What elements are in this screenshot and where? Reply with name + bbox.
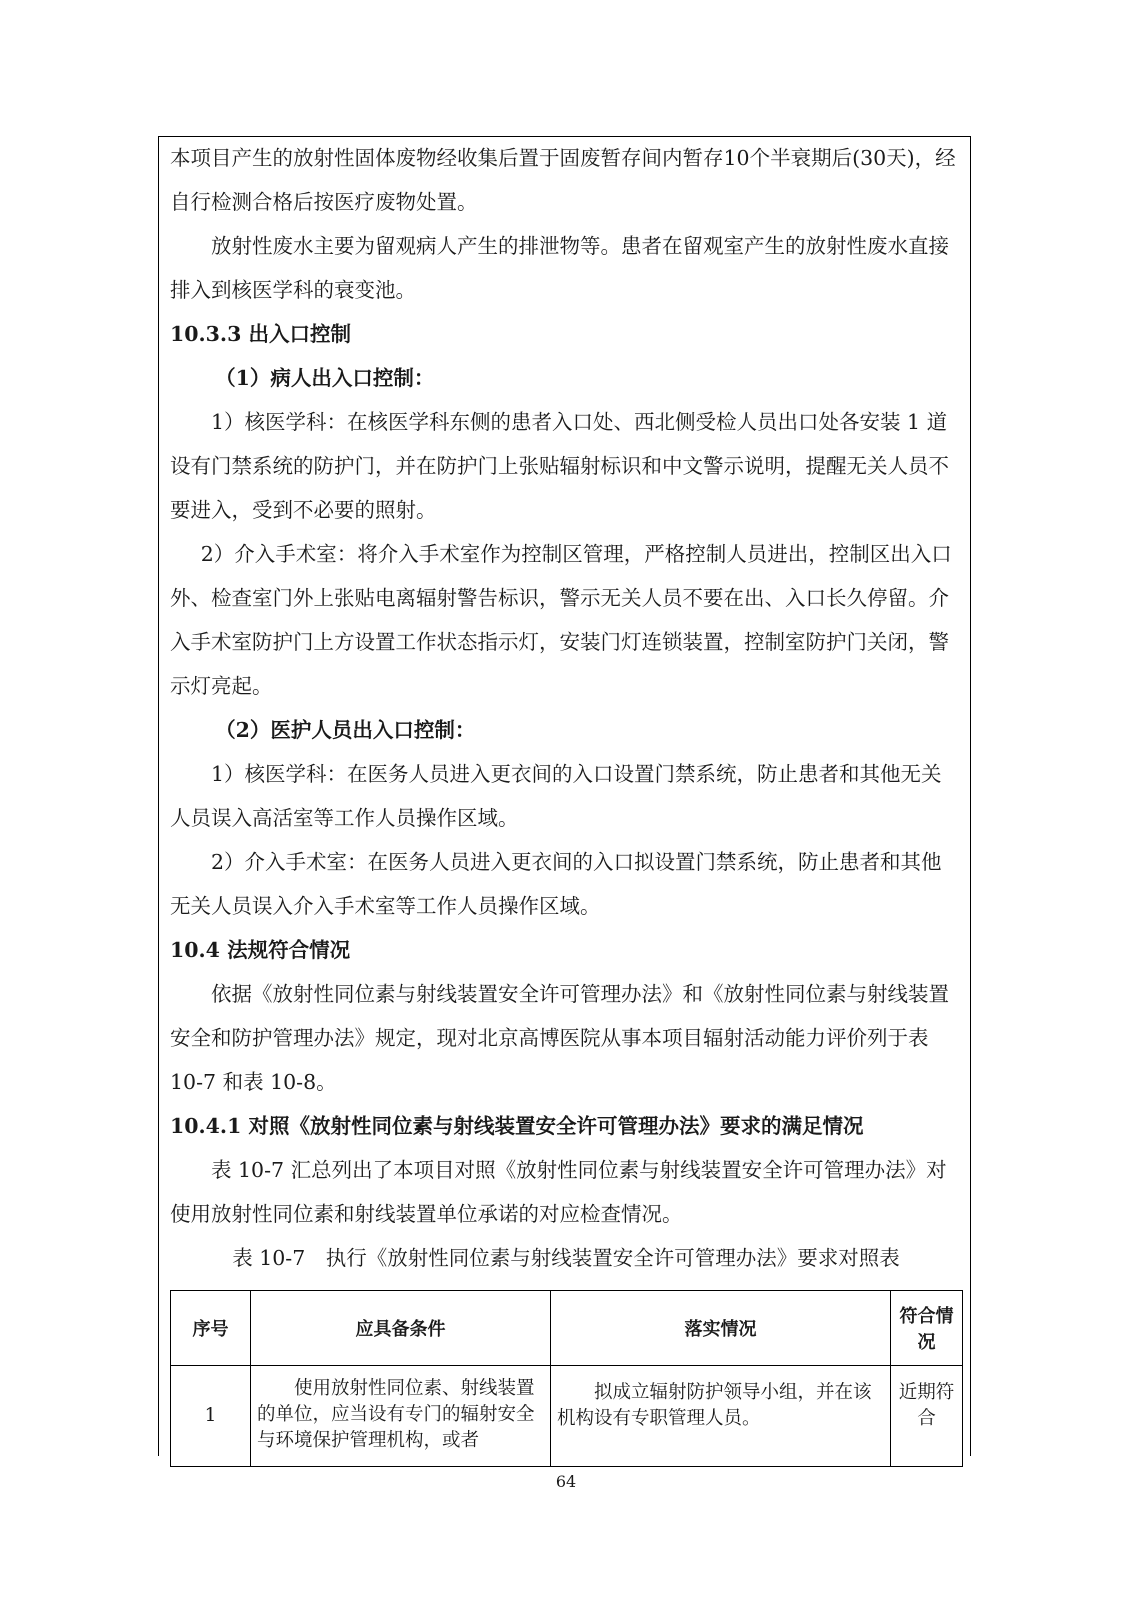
header-no: 序号 (171, 1291, 251, 1366)
subheading-staff-access: （2）医护人员出入口控制： (215, 718, 476, 742)
heading-10-4-1: 10.4.1 对照《放射性同位素与射线装置安全许可管理办法》要求的满足情况 (170, 1114, 864, 1138)
header-condition: 应具备条件 (251, 1291, 551, 1366)
paragraph-table-intro: 表 10-7 汇总列出了本项目对照《放射性同位素与射线装置安全许可管理办法》对使用放射性同位素和射线装置单位承诺的对应检查情况。 (170, 1158, 947, 1226)
compliance-table (170, 1290, 963, 1467)
header-status: 符合情况 (891, 1291, 963, 1366)
heading-10-4: 10.4 法规符合情况 (170, 938, 351, 962)
heading-10-3-3: 10.3.3 出入口控制 (170, 322, 351, 346)
cell-condition: 使用放射性同位素、射线装置的单位，应当设有专门的辐射安全与环境保护管理机构，或者 (251, 1366, 551, 1467)
paragraph-waste-water: 放射性废水主要为留观病人产生的排泄物等。患者在留观室产生的放射性废水直接排入到核医学科的衰变池。 (170, 234, 949, 302)
paragraph-interventional-staff: 2）介入手术室：在医务人员进入更衣间的入口拟设置门禁系统，防止患者和其他无关人员误入介入手术室等工作人员操作区域。 (170, 850, 942, 918)
table-row (171, 1366, 963, 1467)
cell-status: 近期符合 (891, 1366, 963, 1467)
subheading-patient-access: （1）病人出入口控制： (215, 366, 435, 390)
paragraph-solid-waste: 本项目产生的放射性固体废物经收集后置于固废暂存间内暂存10个半衰期后(30天)，经自行检测合格后按医疗废物处置。 (170, 146, 956, 214)
table-caption: 表 10-7 执行《放射性同位素与射线装置安全许可管理办法》要求对照表 (232, 1246, 900, 1270)
page-number: 64 (555, 1472, 577, 1491)
document-body (170, 136, 962, 1280)
header-implementation: 落实情况 (551, 1291, 891, 1366)
paragraph-nuclear-medicine-patient: 1）核医学科：在核医学科东侧的患者入口处、西北侧受检人员出口处各安装 1 道设有门禁系统的防护门，并在防护门上张贴辐射标识和中文警示说明，提醒无关人员不要进入，受到不必要的照射。 (170, 410, 949, 522)
table-header-row (171, 1291, 963, 1366)
paragraph-interventional-patient: 2）介入手术室：将介入手术室作为控制区管理，严格控制人员进出，控制区出入口外、检查室门外上张贴电离辐射警告标识，警示无关人员不要在出、入口长久停留。介入手术室防护门上方设置工作状态指示灯，安装门灯连锁装置，控制室防护门关闭，警示灯亮起。 (170, 542, 952, 698)
paragraph-regulations: 依据《放射性同位素与射线装置安全许可管理办法》和《放射性同位素与射线装置安全和防护管理办法》规定，现对北京高博医院从事本项目辐射活动能力评价列于表 10-7 和表 10-8。 (170, 982, 949, 1094)
cell-no: 1 (171, 1366, 251, 1467)
cell-implementation: 拟成立辐射防护领导小组，并在该机构设有专职管理人员。 (551, 1366, 891, 1467)
paragraph-nuclear-medicine-staff: 1）核医学科：在医务人员进入更衣间的入口设置门禁系统，防止患者和其他无关人员误入高活室等工作人员操作区域。 (170, 762, 942, 830)
